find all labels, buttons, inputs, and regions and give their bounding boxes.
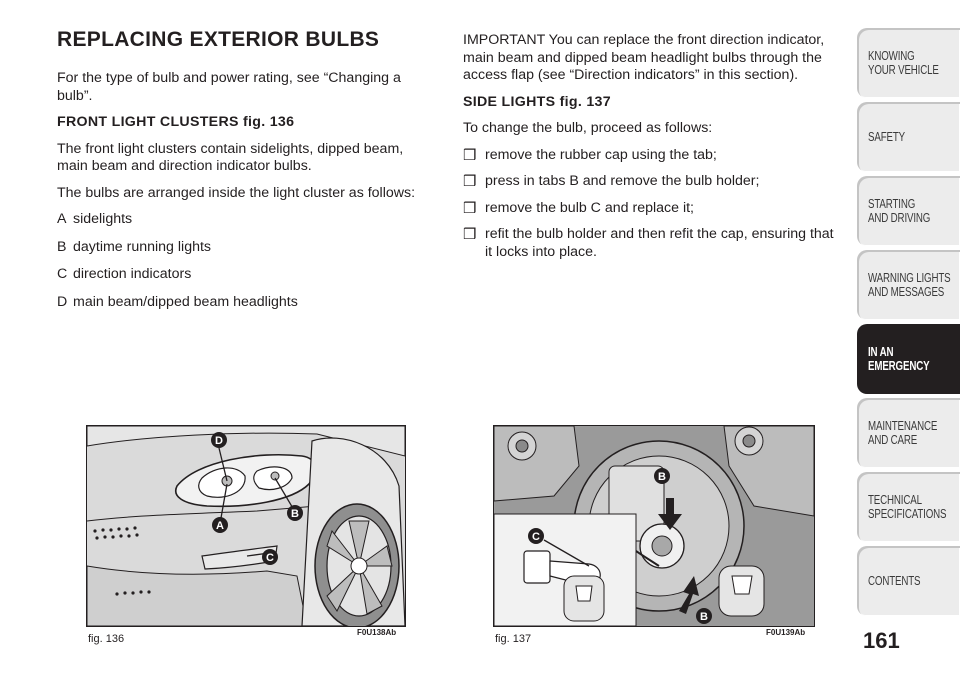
bulb-legend <box>57 211 437 311</box>
side-light-holder-illustration <box>494 426 814 626</box>
tab-maintenance-and-care[interactable] <box>857 398 960 468</box>
checkbox-bullet-icon: ❒ <box>463 199 477 217</box>
front-light-clusters-heading: FRONT LIGHT CLUSTERS fig. 136 <box>57 114 295 130</box>
callout-b <box>287 505 303 521</box>
callout-a <box>212 517 228 533</box>
legend-item-d <box>57 294 437 312</box>
legend-letter: A <box>57 211 67 227</box>
callout-d-label: D <box>215 435 223 447</box>
legend-item-a <box>57 211 437 229</box>
legend-letter: B <box>57 238 67 255</box>
figure-137-caption: fig. 137 <box>495 633 532 645</box>
step-item <box>463 226 843 261</box>
step-text: press in tabs B and remove the bulb holder; <box>485 173 760 189</box>
legend-letter: D <box>57 293 68 310</box>
tab-technical-specifications[interactable] <box>857 472 960 542</box>
figure-137-code: F0U139Ab <box>766 628 806 637</box>
tab-warning-lights-and-messages[interactable] <box>857 250 960 320</box>
step-text: remove the rubber cap using the tab; <box>485 146 717 163</box>
step-item <box>463 200 843 218</box>
legend-text: sidelights <box>73 211 133 227</box>
legend-item-b <box>57 239 437 257</box>
checkbox-bullet-icon: ❒ <box>463 173 477 190</box>
procedure-steps <box>463 147 843 262</box>
front-clusters-description: The front light clusters contain sidelights, dipped beam, main beam and direction indicator bulbs. <box>57 140 404 174</box>
callout-b-bottom-label: B <box>700 611 708 623</box>
figure-137-side-light-holder <box>493 425 815 627</box>
callout-c <box>528 528 544 544</box>
tab-label: CONTENTS <box>868 574 921 588</box>
tab-starting-and-driving[interactable] <box>857 176 960 246</box>
figure-136-code: F0U138Ab <box>357 628 397 637</box>
step-text: refit the bulb holder and then refit the cap, ensuring that it locks into place. <box>485 226 834 260</box>
chapter-sidebar <box>857 28 960 620</box>
side-lights-heading: SIDE LIGHTS fig. 137 <box>463 93 611 110</box>
figure-136-front-light-cluster <box>86 425 406 627</box>
step-item <box>463 173 843 191</box>
page-title: REPLACING EXTERIOR BULBS <box>57 28 380 51</box>
callout-a-label: A <box>216 520 224 532</box>
right-column <box>463 32 843 270</box>
procedure-intro: To change the bulb, proceed as follows: <box>463 120 713 136</box>
callout-b-label: B <box>291 508 299 520</box>
tab-in-an-emergency[interactable] <box>857 324 960 394</box>
tab-label: TECHNICAL SPECIFICATIONS <box>868 493 947 521</box>
callout-c-label: C <box>532 531 540 543</box>
tab-safety[interactable] <box>857 102 960 172</box>
checkbox-bullet-icon: ❒ <box>463 146 477 164</box>
legend-text: main beam/dipped beam headlights <box>73 293 298 310</box>
tab-label: SAFETY <box>868 130 905 144</box>
tab-label: KNOWING YOUR VEHICLE <box>868 49 939 77</box>
figure-136-caption: fig. 136 <box>88 633 125 645</box>
page-number: 161 <box>863 628 900 653</box>
front-light-cluster-illustration <box>87 426 405 626</box>
intro-text: For the type of bulb and power rating, see “Changing a bulb”. <box>57 70 401 104</box>
callout-b-bottom <box>696 608 712 624</box>
tab-label: WARNING LIGHTS AND MESSAGES <box>868 271 951 299</box>
step-item <box>463 147 843 165</box>
important-note: IMPORTANT You can replace the front direction indicator, main beam and dipped beam headlight bulbs through the access flap (see “Direction indicators” in this section). <box>463 32 825 83</box>
step-text: remove the bulb C and replace it; <box>485 199 694 216</box>
checkbox-bullet-icon: ❒ <box>463 226 477 243</box>
tab-label: IN AN EMERGENCY <box>868 345 930 373</box>
legend-letter: C <box>57 266 68 282</box>
bulb-arrangement-text: The bulbs are arranged inside the light cluster as follows: <box>57 184 416 201</box>
callout-b-top <box>654 468 670 484</box>
callout-c-label: C <box>266 552 274 564</box>
callout-c <box>262 549 278 565</box>
tab-contents[interactable] <box>857 546 960 616</box>
legend-item-c <box>57 266 437 284</box>
callout-b-top-label: B <box>658 471 666 483</box>
legend-text: direction indicators <box>73 266 192 282</box>
tab-knowing-your-vehicle[interactable] <box>857 28 960 98</box>
left-column <box>57 70 437 321</box>
callout-d <box>211 432 227 448</box>
tab-label: STARTING AND DRIVING <box>868 197 931 225</box>
tab-label: MAINTENANCE AND CARE <box>868 419 938 447</box>
legend-text: daytime running lights <box>73 238 212 255</box>
